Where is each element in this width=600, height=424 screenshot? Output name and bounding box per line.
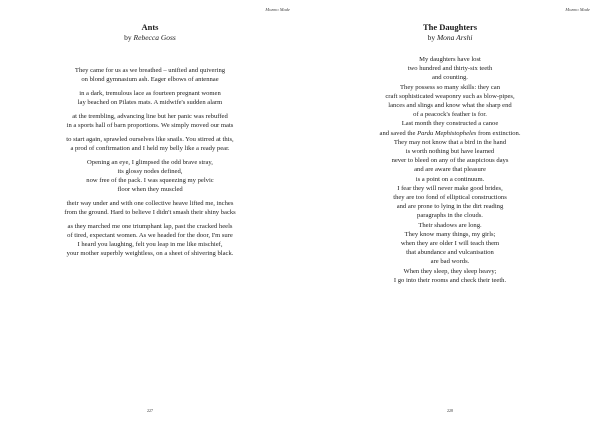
poem-line: on blond gymnasium ash. Eager elbows of antennae: [81, 76, 219, 84]
author-name: Rebecca Goss: [133, 33, 176, 42]
running-header: Mozmo Made: [265, 7, 290, 12]
poem-line: its glossy nodes defined,: [117, 167, 183, 175]
poem-line: as they marched me one triumphant lap, past the cracked heels: [67, 222, 233, 230]
poem-line: When they sleep, they sleep heavy;: [403, 267, 497, 275]
poem-line: They possess so many skills: they can: [400, 83, 500, 91]
poem-line: in a dark, tremulous lace as fourteen pregnant women: [79, 89, 221, 97]
poem-title: Ants: [141, 22, 159, 32]
poem-line: is a point on a continuum.: [415, 175, 485, 183]
page-number: 227: [147, 408, 153, 413]
poem-line: they are too fond of elliptical constructions: [393, 194, 507, 202]
poem-line: [300, 129, 600, 138]
poem-line: They may not know that a bird in the hand: [393, 138, 507, 146]
poem-line: is worth nothing but have learned: [405, 148, 495, 156]
poem-line: Opening an eye, I glimpsed the odd brave stray,: [87, 158, 213, 166]
poem-line: I fear they will never make good brides,: [397, 184, 503, 192]
poem-line-text: from extinction.: [476, 129, 521, 137]
poem-line: of a peacock's feather is for.: [413, 111, 487, 119]
poem-line: their way under and with one collective heave lifted me, inches: [66, 199, 234, 207]
poem-line: in a sports hall of barn proportions. We simply moved our mats: [66, 122, 234, 130]
poem-line: They know many things, my girls;: [404, 230, 496, 238]
poem-byline: [300, 33, 600, 42]
poem-line: They came for us as we breathed – unified and quivering: [74, 67, 226, 74]
poem-body: [0, 66, 300, 259]
poem-line: craft sophisticated weaponry such as blow-pipes,: [385, 92, 515, 100]
poem-line: and are prone to lying in the dirt reading: [396, 203, 504, 211]
poem-line: My daughters have lost: [419, 56, 481, 63]
poem-line: never to bleed on any of the auspicious days: [391, 157, 509, 165]
poem-line: at the trembling, advancing line but her panic was rebuffed: [72, 112, 228, 120]
poem-line: that abundance and vulcanisation: [406, 249, 494, 257]
poem-line: Their shadows are long.: [418, 221, 482, 229]
poem-line: from the ground. Hard to believe I didn't smash their shiny backs: [64, 209, 236, 217]
poem-line: of tired, expectant women. As we headed for the door, I'm sure: [67, 232, 233, 240]
poem-line: a prod of confirmation and I held my belly like a ready pear.: [70, 144, 230, 152]
poem-line: are bad words.: [430, 258, 470, 266]
poem-line: two hundred and thirty-six teeth: [407, 65, 493, 73]
species-name: Pardu Mephistopheles: [417, 129, 477, 137]
poem-body: [300, 55, 600, 285]
poem-line: lances and slings and know what the sharp end: [388, 102, 512, 110]
poem-line: Last month they constructed a canoe: [401, 120, 499, 128]
poem-line: I go into their rooms and check their teeth.: [393, 276, 507, 284]
poem-line: to start again, sprawled ourselves like snails. You stirred at this,: [66, 135, 234, 143]
right-page: [300, 0, 600, 424]
byline-prefix: by: [427, 33, 437, 42]
poem-line: your mother superbly weightless, on a sheet of shivering black.: [66, 250, 234, 258]
poem-line: now free of the pack. I was squeezing my pelvic: [86, 177, 214, 185]
page-number: 228: [447, 408, 453, 413]
running-header: Mozmo Made: [565, 7, 590, 12]
poem-line: when they are older I will teach them: [400, 240, 500, 248]
poem-title: The Daughters: [422, 22, 478, 32]
poem-byline: [0, 33, 300, 42]
byline-prefix: by: [124, 33, 134, 42]
poem-line: paragraphs in the clouds.: [417, 212, 483, 220]
poem-line: and are aware that pleasure: [414, 166, 486, 174]
poem-line-text: and saved the: [379, 129, 418, 137]
poem-line: lay beached on Pilates mats. A midwife's sudden alarm: [77, 99, 223, 107]
poem-line: and counting.: [432, 74, 468, 82]
poem-line: I heard you laughing, felt you leap in me like mischief,: [77, 241, 223, 249]
poem-line: floor when they muscled: [117, 186, 183, 194]
author-name: Mona Arshi: [436, 33, 473, 42]
